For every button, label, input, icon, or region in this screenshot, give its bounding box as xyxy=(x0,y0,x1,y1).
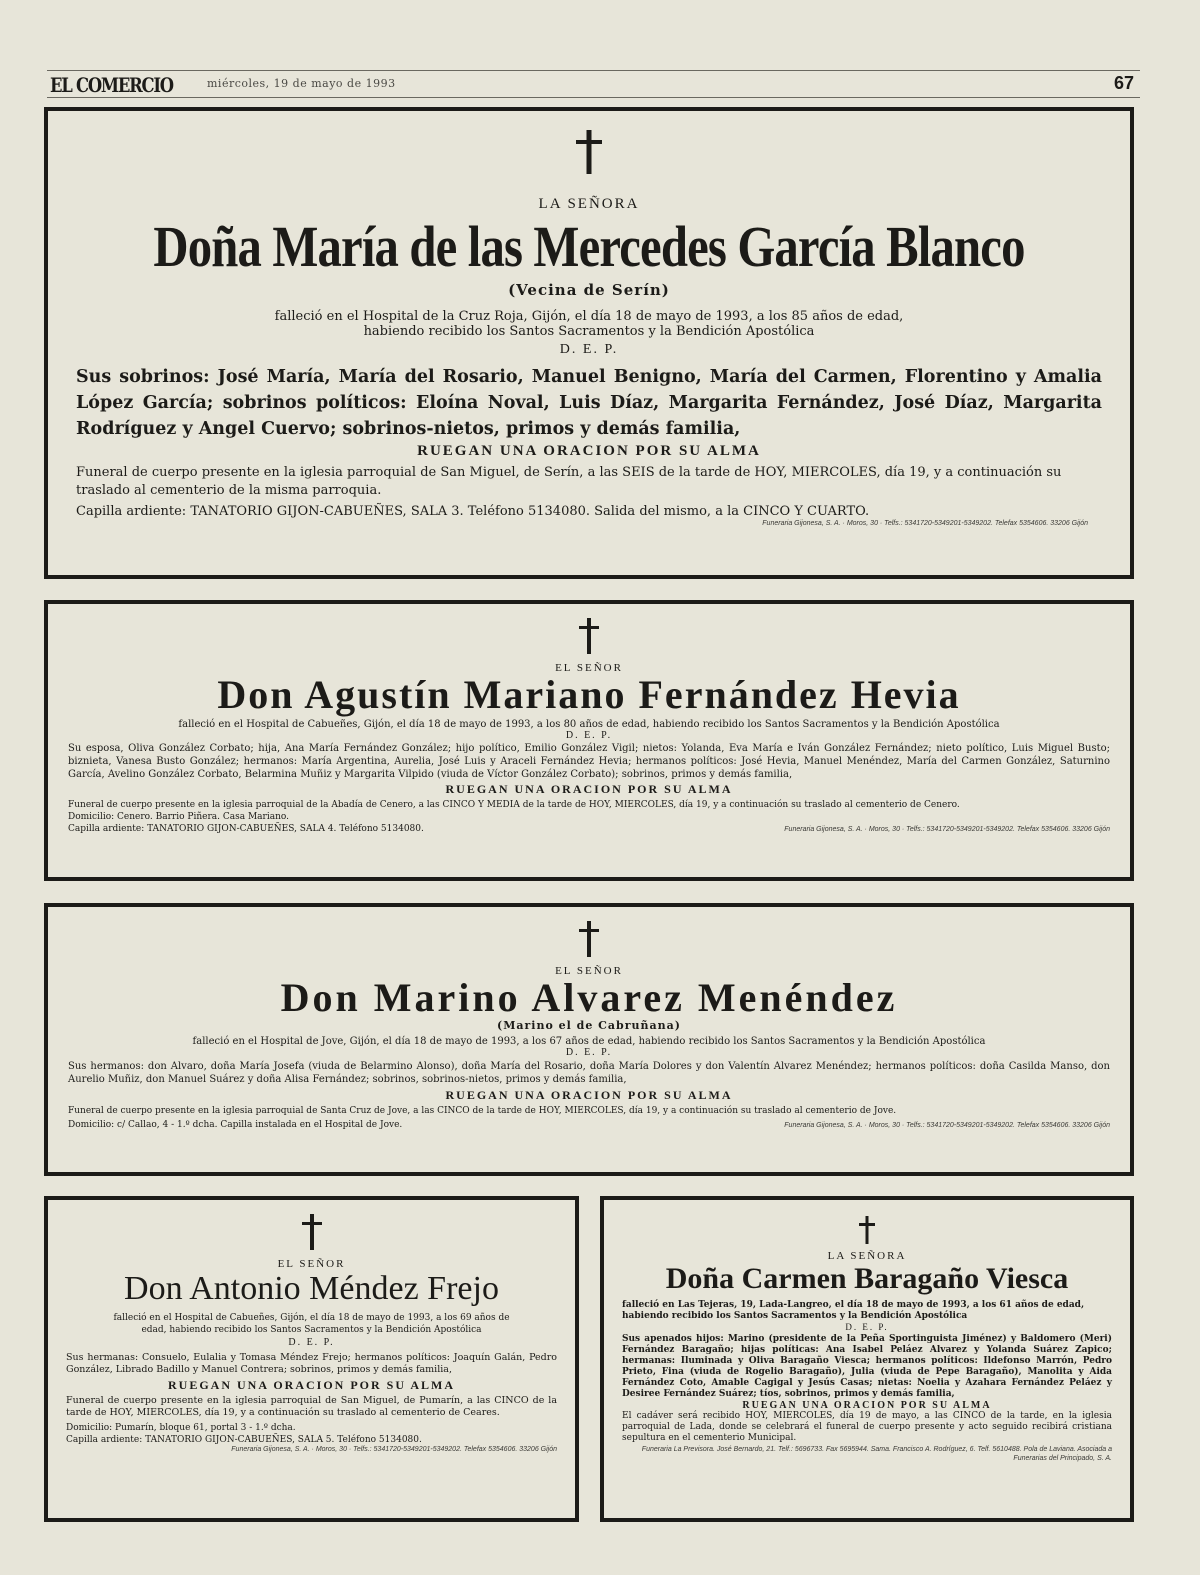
dep: D. E. P. xyxy=(559,342,619,357)
domicile: Domicilio: Pumarín, bloque 61, portal 3 - 1.º dcha. xyxy=(66,1423,296,1433)
dep: D. E. P. xyxy=(565,730,613,741)
death-info: falleció en el Hospital de la Cruz Roja, Gijón, el día 18 de mayo de 1993, a los 85 años de edad, xyxy=(274,309,904,324)
prayer: RUEGAN UNA ORACION POR SU ALMA xyxy=(417,443,761,459)
notice-title: EL SEÑOR xyxy=(555,965,623,977)
deceased-name: Doña Carmen Baragaño Viesca xyxy=(665,1262,1069,1295)
issue-date: miércoles, 19 de mayo de 1993 xyxy=(207,77,396,90)
funeral-info: Funeral de cuerpo presente en la iglesia parroquial de la Abadía de Cenero, a las CINCO Y MEDIA de la tarde de HOY, MIERCOLES, día 19, y a continuación su traslado al cementerio de Cenero. xyxy=(68,800,960,810)
notice-title: LA SEÑORA xyxy=(538,196,640,212)
page-number: 67 xyxy=(1113,73,1134,93)
funeral-home-credit: Funeraria Gijonesa, S. A. · Moros, 30 · Telfs.: 5341720-5349201-5349202. Telefax 5354606. 33206 Gijón xyxy=(784,1122,1110,1129)
funeral-info: Funeral de cuerpo presente en la iglesia parroquial de Santa Cruz de Jove, a las CINCO de la tarde de HOY, MIERCOLES, día 19, y a continuación su traslado al cementerio de Jove. xyxy=(68,1106,897,1116)
family: Sus hermanos: don Alvaro, doña María Josefa (viuda de Belarmino Alonso), doña María del Rosario, doña María Dolores y don Valentín Alvarez Menéndez; hermanos políticos: doña Casilda Manso, don Aurelio Muñiz, don Manuel Suárez y doña Alisa Fernández; sobrinos, sobrinos-nietos, primos y demás familia, xyxy=(68,1061,1110,1085)
alias: (Marino el de Cabruñana) xyxy=(497,1019,681,1032)
deceased-name: Doña María de las Mercedes García Blanco xyxy=(153,214,1025,279)
family: Su esposa, Oliva González Corbato; hija, Ana María Fernández González; hijo político, Emilio González Vigil; nietos: Yolanda, Eva María e Iván González Fernández; nieto político, Luis Miguel Busto; biznieta, Vanesa Busto González; hermanos: María Argentina, Aurelia, José Luis y Araceli Fernández Hevia; hermanos políticos: José Hevia, Manuel Menéndez, María del Carmen González, Saturnino García, Avelino González Corbato, Belarmina Muñiz y Margarita Vilpido (viuda de Víctor González Corbato); sobrinos, primos y demás familia, xyxy=(68,743,1110,780)
death-info: falleció en el Hospital de Cabueñes, Gijón, el día 18 de mayo de 1993, a los 69 años de edad, habiendo recibido los Santos Sacramentos y la Bendición Apostólica xyxy=(113,1313,510,1335)
cross-icon xyxy=(579,921,599,957)
funeral-info: Funeral de cuerpo presente en la iglesia parroquial de San Miguel, de Serín, a las SEIS de la tarde de HOY, MIERCOLES, día 19, y a continuación su traslado al cementerio de la misma parroquia. xyxy=(76,465,1062,498)
funeral-home-credit: Funeraria Gijonesa, S. A. · Moros, 30 · Telfs.: 5341720-5349201-5349202. Telefax 5354606. 33206 Gijón xyxy=(784,826,1110,833)
deceased-name: Don Marino Alvarez Menéndez xyxy=(280,975,898,1020)
domicile: Domicilio: c/ Callao, 4 - 1.º dcha. Capilla instalada en el Hospital de Jove. xyxy=(68,1120,403,1130)
family: Sus hermanas: Consuelo, Eulalia y Tomasa Méndez Frejo; hermanos políticos: Joaquín Galán, Pedro González, Librado Badillo y Manuel Contrera; sobrinos, primos y demás familia, xyxy=(66,1352,557,1375)
prayer: RUEGAN UNA ORACION POR SU ALMA xyxy=(742,1400,992,1411)
sacraments: habiendo recibido los Santos Sacramentos y la Bendición Apostólica xyxy=(363,324,815,339)
chapel-info: Capilla ardiente: TANATORIO GIJON-CABUEÑES, SALA 5. Teléfono 5134080. xyxy=(66,1435,422,1445)
death-info: falleció en el Hospital de Cabueñes, Gijón, el día 18 de mayo de 1993, a los 80 años de edad, habiendo recibido los Santos Sacramentos y la Bendición Apostólica xyxy=(178,719,1000,730)
prayer: RUEGAN UNA ORACION POR SU ALMA xyxy=(167,1378,455,1392)
death-info: falleció en el Hospital de Jove, Gijón, el día 18 de mayo de 1993, a los 67 años de edad, habiendo recibido los Santos Sacramentos y la Bendición Apostólica xyxy=(192,1036,986,1047)
dep: D. E. P. xyxy=(288,1337,335,1348)
deceased-name: Don Agustín Mariano Fernández Hevia xyxy=(217,672,961,717)
family: Sus sobrinos: José María, María del Rosario, Manuel Benigno, María del Carmen, Florentino y Amalia López García; sobrinos políticos: Eloína Noval, Luis Díaz, Margarita Fernández, José Díaz, Margarita Rodríguez y Angel Cuervo; sobrinos-nietos, primos y demás familia, xyxy=(76,367,1102,439)
prayer: RUEGAN UNA ORACION POR SU ALMA xyxy=(445,782,733,796)
dep: D. E. P. xyxy=(845,1322,889,1332)
obituary-notice xyxy=(44,903,1134,1176)
funeral-home-credit: Funeraria Gijonesa, S. A. · Moros, 30 · Telfs.: 5341720-5349201-5349202. Telefax 5354606. 33206 Gijón xyxy=(762,520,1088,527)
notice-title: LA SEÑORA xyxy=(827,1250,907,1262)
obituary-notice xyxy=(44,600,1134,881)
notice-title: EL SEÑOR xyxy=(277,1258,346,1270)
funeral-info: Funeral de cuerpo presente en la iglesia parroquial de San Miguel, de Pumarín, a las CINCO de la tarde de HOY, MIERCOLES, día 19, y a continuación su traslado al cementerio de Ceares. xyxy=(66,1395,557,1418)
chapel-info: Capilla ardiente: TANATORIO GIJON-CABUEÑES, SALA 3. Teléfono 5134080. Salida del mismo, a la CINCO Y CUARTO. xyxy=(76,504,870,519)
cross-icon xyxy=(859,1216,875,1244)
family: Sus apenados hijos: Marino (presidente de la Peña Sportinguista Jiménez) y Baldomero (Meri) Fernández Baragaño; hijas políticas: Ana Isabel Peláez Alvarez y Yolanda Suárez Zapico; hermanas: Iluminada y Oliva Baragaño Viesca; hermanos políticos: Ildefonso Marrón, Pedro Prieto, Fina (viuda de Rogelio Baragaño), Julia (viuda de Pepe Baragaño), Manolita y Aida Fernández Coto, Amable Cagigal y Jesús Casas; nietas: Noelia y Azahara Fernández Peláez y Desiree Fernández Suárez; tíos, sobrinos, primos y demás familia, xyxy=(622,1334,1112,1399)
masthead: EL COMERCIO xyxy=(50,73,173,97)
obituary-notice xyxy=(44,1196,579,1522)
funeral-home-credit: Funeraria La Previsora. José Bernardo, 21. Telf.: 5696733. Fax 5695944. Sama. Francisco A. Rodríguez, 6. Telf. 5610488. Pola de Laviana. Asociada a Funerarias del Principado, S. A. xyxy=(641,1446,1112,1462)
prayer: RUEGAN UNA ORACION POR SU ALMA xyxy=(445,1088,733,1102)
cross-icon xyxy=(579,618,599,654)
obituary-notice xyxy=(44,107,1134,579)
funeral-home-credit: Funeraria Gijonesa, S. A. · Moros, 30 · Telfs.: 5341720-5349201-5349202. Telefax 5354606. 33206 Gijón xyxy=(231,1446,557,1453)
deceased-name: Don Antonio Méndez Frejo xyxy=(124,1270,499,1307)
funeral-info: El cadáver será recibido HOY, MIERCOLES, día 19 de mayo, a las CINCO de la tarde, en la iglesia parroquial de Lada, donde se celebrará el funeral de cuerpo presente y acto seguido recibirá cristiana sepultura en el cementerio Municipal. xyxy=(622,1411,1112,1443)
alias: (Vecina de Serín) xyxy=(508,281,670,299)
cross-icon xyxy=(302,1214,322,1250)
notice-title: EL SEÑOR xyxy=(555,662,623,674)
death-info: falleció en Las Tejeras, 19, Lada-Langreo, el día 18 de mayo de 1993, a los 61 años de edad, habiendo recibido los Santos Sacramentos y la Bendición Apostólica xyxy=(622,1300,1085,1321)
cross-icon xyxy=(576,130,602,174)
chapel-info: Capilla ardiente: TANATORIO GIJON-CABUEÑES, SALA 4. Teléfono 5134080. xyxy=(68,824,424,834)
dep: D. E. P. xyxy=(565,1047,613,1058)
page-header xyxy=(47,70,1140,98)
domicile: Domicilio: Cenero. Barrio Piñera. Casa Mariano. xyxy=(68,812,289,822)
obituary-notice xyxy=(600,1196,1134,1522)
